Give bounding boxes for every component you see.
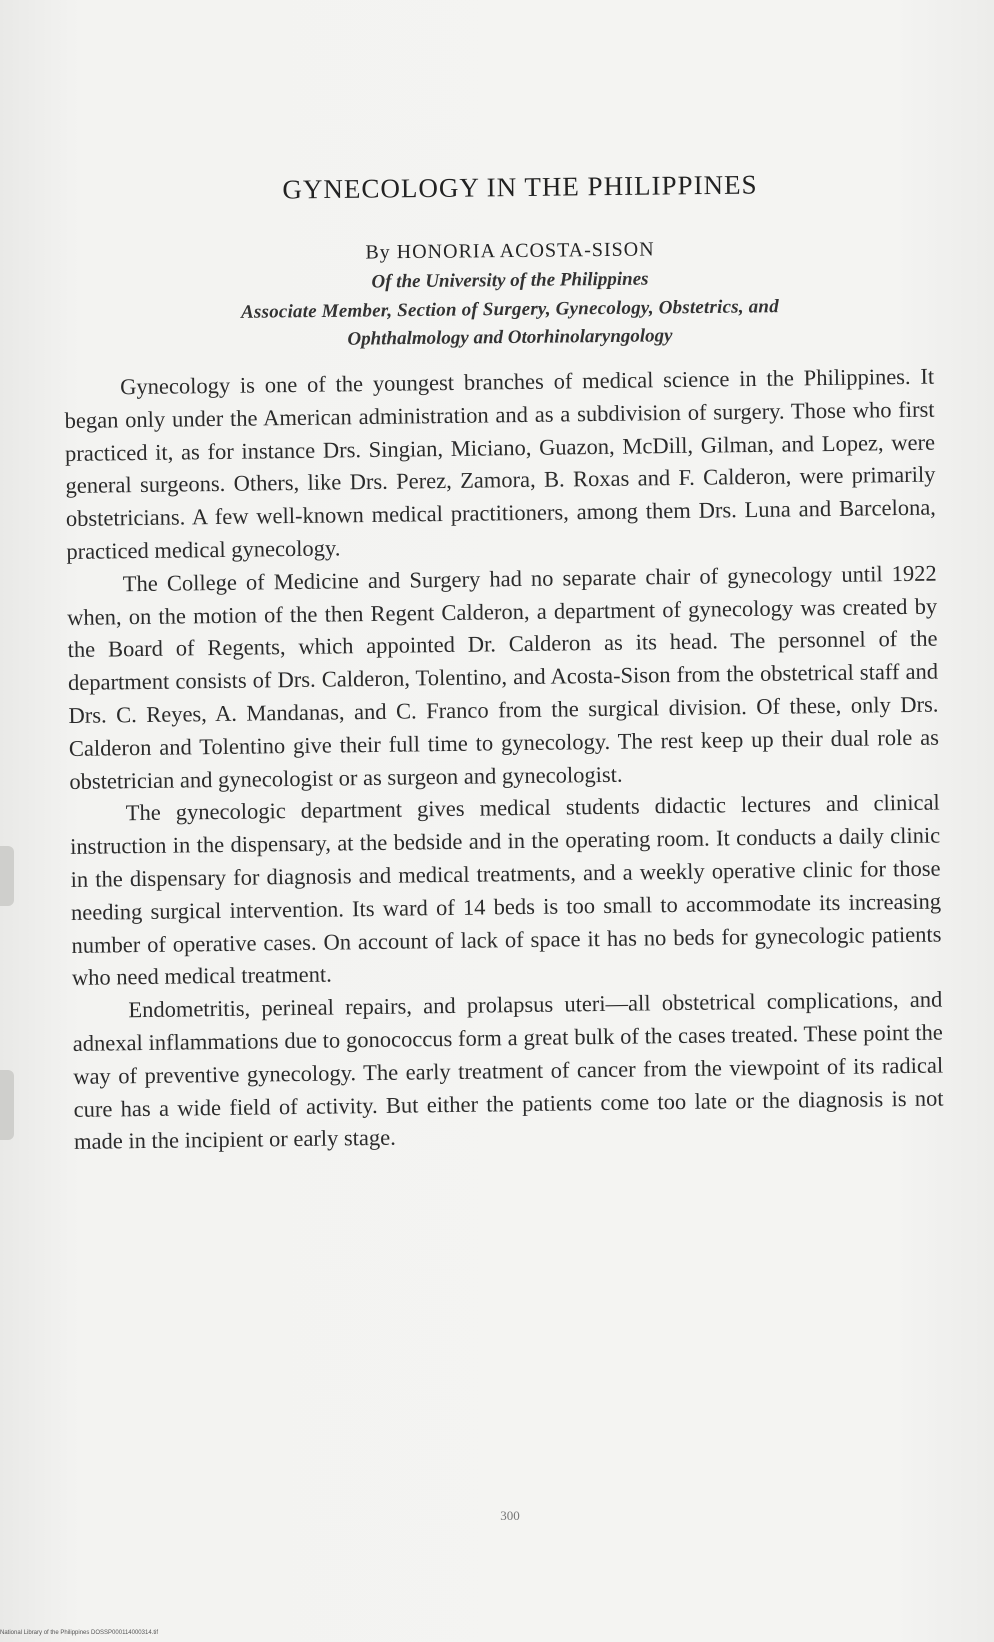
affiliation-line-1: Of the University of the Philippines: [371, 268, 649, 293]
author-byline: By HONORIA ACOSTA-SISON: [365, 238, 655, 264]
affiliation-line-2: Associate Member, Section of Surgery, Gynecology, Obstetrics, and: [241, 296, 779, 323]
page-number: 300: [500, 1508, 520, 1523]
binding-shadow-mark: [0, 1070, 14, 1140]
paragraph: Endometritis, perineal repairs, and prolapsus uteri—all obstetrical complications, and adnexal inflammations due to gonococcus form a great bulk of the cases treated. These point the way of preventive gynecology. The early treatment of cancer from the viewpoint of its radical cure has a wide field of activity. But either the patients come too late or the diagnosis is not made in the incipient or early stage.: [72, 986, 944, 1155]
article-title: GYNECOLOGY IN THE PHILIPPINES: [282, 169, 758, 205]
article-body: [64, 361, 944, 1159]
scan-footer: National Library of the Philippines DOSSP000114000314.tif: [0, 1630, 158, 1636]
paragraph: The College of Medicine and Surgery had no separate chair of gynecology until 1922 when, on the motion of the then Regent Calderon, a department of gynecology was created by the Board of Regents, which appointed Dr. Calderon as its head. The personnel of the department consists of Drs. Calderon, Tolentino, and Acosta-Sison from the obstetrical staff and Drs. C. Reyes, A. Mandanas, and C. Franco from the surgical division. Of these, only Drs. Calderon and Tolentino give their full time to gynecology. The rest keep up their dual role as obstetrician and gynecologist or as surgeon and gynecologist.: [67, 560, 940, 794]
paragraph: The gynecologic department gives medical students didactic lectures and clinical instruction in the dispensary, at the bedside and in the operating room. It conducts a daily clinic in the dispensary for diagnosis and medical treatments, and a weekly operative clinic for those needing surgical intervention. Its ward of 14 beds is too small to accommodate its increasing number of operative cases. On account of lack of space it has no beds for gynecologic patients who need medical treatment.: [70, 789, 942, 991]
affiliation-line-3: Ophthalmology and Otorhinolaryngology: [347, 325, 673, 350]
binding-shadow-mark: [0, 846, 14, 906]
paragraph: Gynecology is one of the youngest branches of medical science in the Philippines. It began only under the American administration and as a subdivision of surgery. Those who first practiced it, as for instance Drs. Singian, Miciano, Guazon, McDill, Gilman, and Lopez, were general surgeons. Others, like Drs. Perez, Zamora, B. Roxas and F. Calderon, were primarily obstetricians. A few well-known medical practitioners, among them Drs. Luna and Barcelona, practiced medical gynecology.: [64, 363, 937, 564]
